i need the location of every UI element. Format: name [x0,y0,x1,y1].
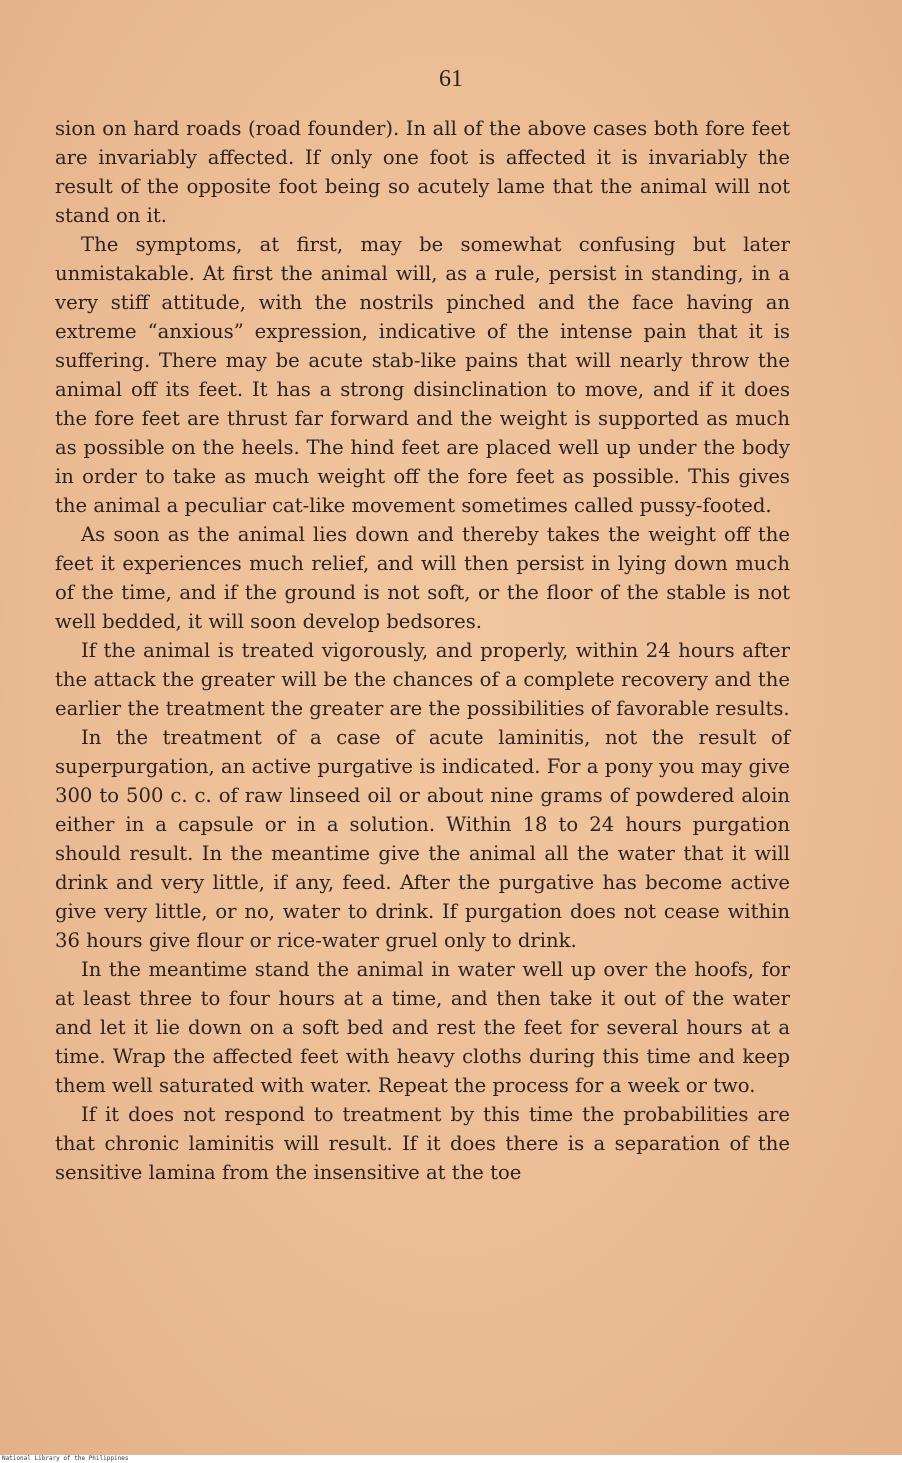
paragraph: In the meantime stand the animal in water well up over the hoofs, for at least three to four hours at a time, and then take it out of the water and let it lie down on a soft bed and rest the feet for several hours at a time. Wrap the affected feet with heavy cloths during this time and keep them well saturated with water. Repeat the process for a week or two. [55,958,790,1097]
paragraph: If the animal is treated vigorously, and properly, within 24 hours after the attack the greater will be the chances of a complete recovery and the earlier the treatment the greater are the possibilities of favorable results. [55,639,790,720]
paragraph: sion on hard roads (road founder). In all of the above cases both fore feet are invariably affected. If only one foot is affected it is invariably the result of the opposite foot being so acutely lame that the animal will not stand on it. [55,117,790,227]
page-number: 61 [439,66,463,92]
body-text [55,114,790,1187]
library-credit: National Library of the Philippines [2,1455,129,1462]
paragraph: As soon as the animal lies down and thereby takes the weight off the feet it experiences much relief, and will then persist in lying down much of the time, and if the ground is not soft, or the floor of the stable is not well bedded, it will soon develop bedsores. [55,523,790,633]
paragraph: If it does not respond to treatment by this time the probabilities are that chronic laminitis will result. If it does there is a separation of the sensitive lamina from the insensitive at the toe [55,1103,790,1184]
paragraph: The symptoms, at first, may be somewhat confusing but later unmistakable. At first the animal will, as a rule, persist in standing, in a very stiff attitude, with the nostrils pinched and the face having an extreme “anxious” expression, indicative of the intense pain that it is suffering. There may be acute stab-like pains that will nearly throw the animal off its feet. It has a strong disinclination to move, and if it does the fore feet are thrust far forward and the weight is supported as much as possible on the heels. The hind feet are placed well up under the body in order to take as much weight off the fore feet as possible. This gives the animal a peculiar cat-like movement sometimes called pussy-footed. [55,233,790,517]
footer-bar [0,1455,902,1463]
paragraph: In the treatment of a case of acute laminitis, not the result of superpurgation, an active purgative is indicated. For a pony you may give 300 to 500 c. c. of raw linseed oil or about nine grams of powdered aloin either in a capsule or in a solution. Within 18 to 24 hours purgation should result. In the meantime give the animal all the water that it will drink and very little, if any, feed. After the purgative has become active give very little, or no, water to drink. If purgation does not cease within 36 hours give flour or rice-water gruel only to drink. [55,726,790,952]
